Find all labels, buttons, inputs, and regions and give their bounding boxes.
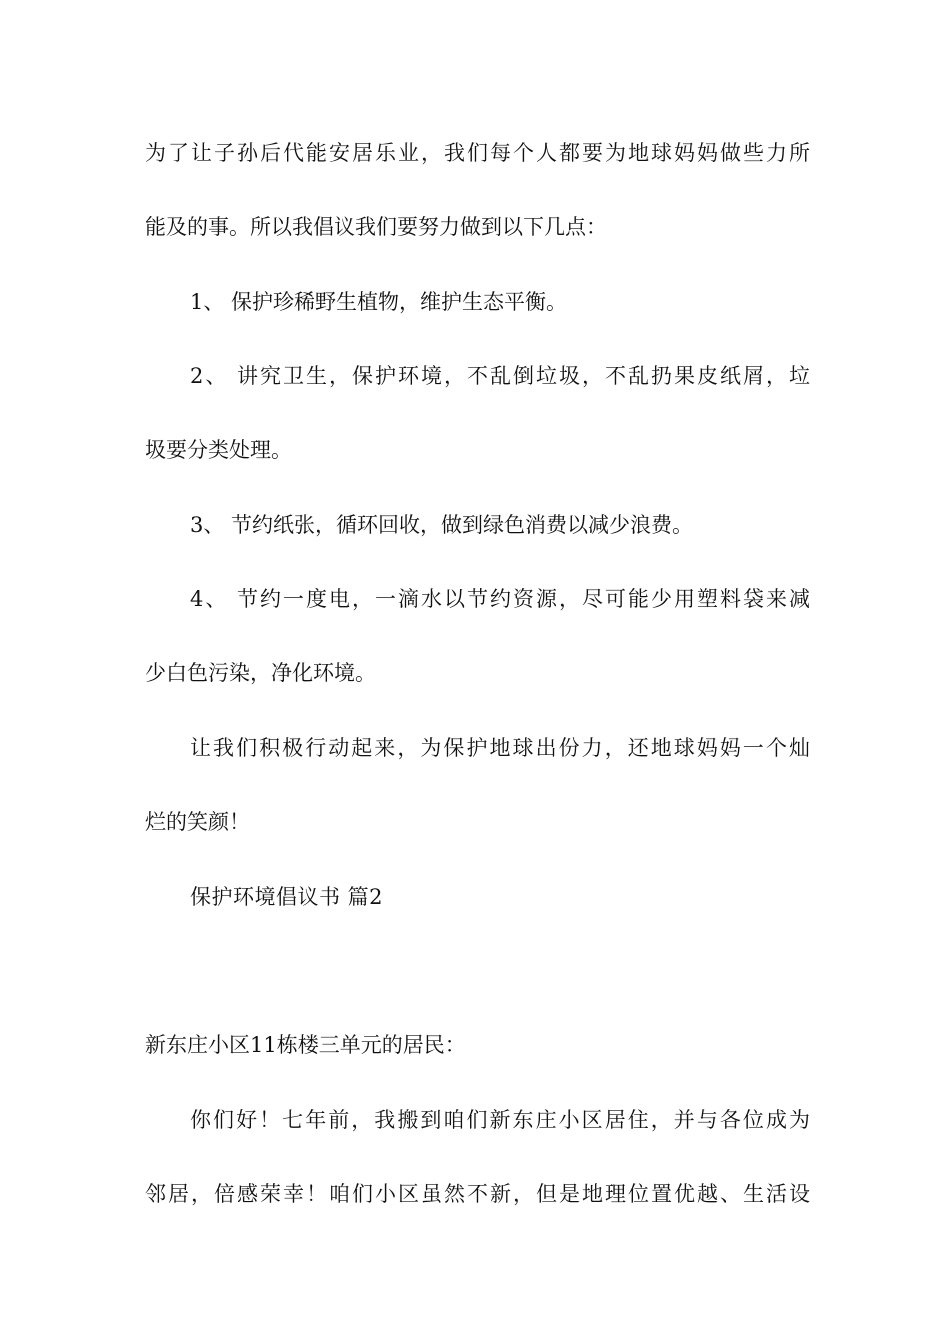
- list-item-3: 3、 节约纸张，循环回收，做到绿色消费以减少浪费。: [190, 513, 694, 537]
- salutation: 新东庄小区11栋楼三单元的居民：: [145, 1033, 466, 1057]
- closing-paragraph-line: 让我们积极行动起来，为保护地球出份力，还地球妈妈一个灿: [190, 736, 810, 760]
- section-heading: 保护环境倡议书 篇2: [190, 885, 384, 909]
- list-item-4-continuation: 少白色污染，净化环境。: [145, 661, 376, 685]
- list-item-2: 2、 讲究卫生，保护环境，不乱倒垃圾，不乱扔果皮纸屑，垃: [190, 364, 810, 388]
- paragraph-line: 能及的事。所以我倡议我们要努力做到以下几点：: [145, 215, 607, 239]
- list-item-4: 4、 节约一度电，一滴水以节约资源，尽可能少用塑料袋来减: [190, 587, 810, 611]
- paragraph-line: 邻居，倍感荣幸！咱们小区虽然不新，但是地理位置优越、生活设: [145, 1182, 810, 1206]
- paragraph-line: 你们好！七年前，我搬到咱们新东庄小区居住，并与各位成为: [190, 1108, 810, 1132]
- list-item-2-continuation: 圾要分类处理。: [145, 438, 292, 462]
- paragraph-line: 为了让子孙后代能安居乐业，我们每个人都要为地球妈妈做些力所: [145, 141, 810, 165]
- closing-paragraph-line: 烂的笑颜！: [145, 810, 250, 834]
- list-item-1: 1、 保护珍稀野生植物，维护生态平衡。: [190, 290, 568, 314]
